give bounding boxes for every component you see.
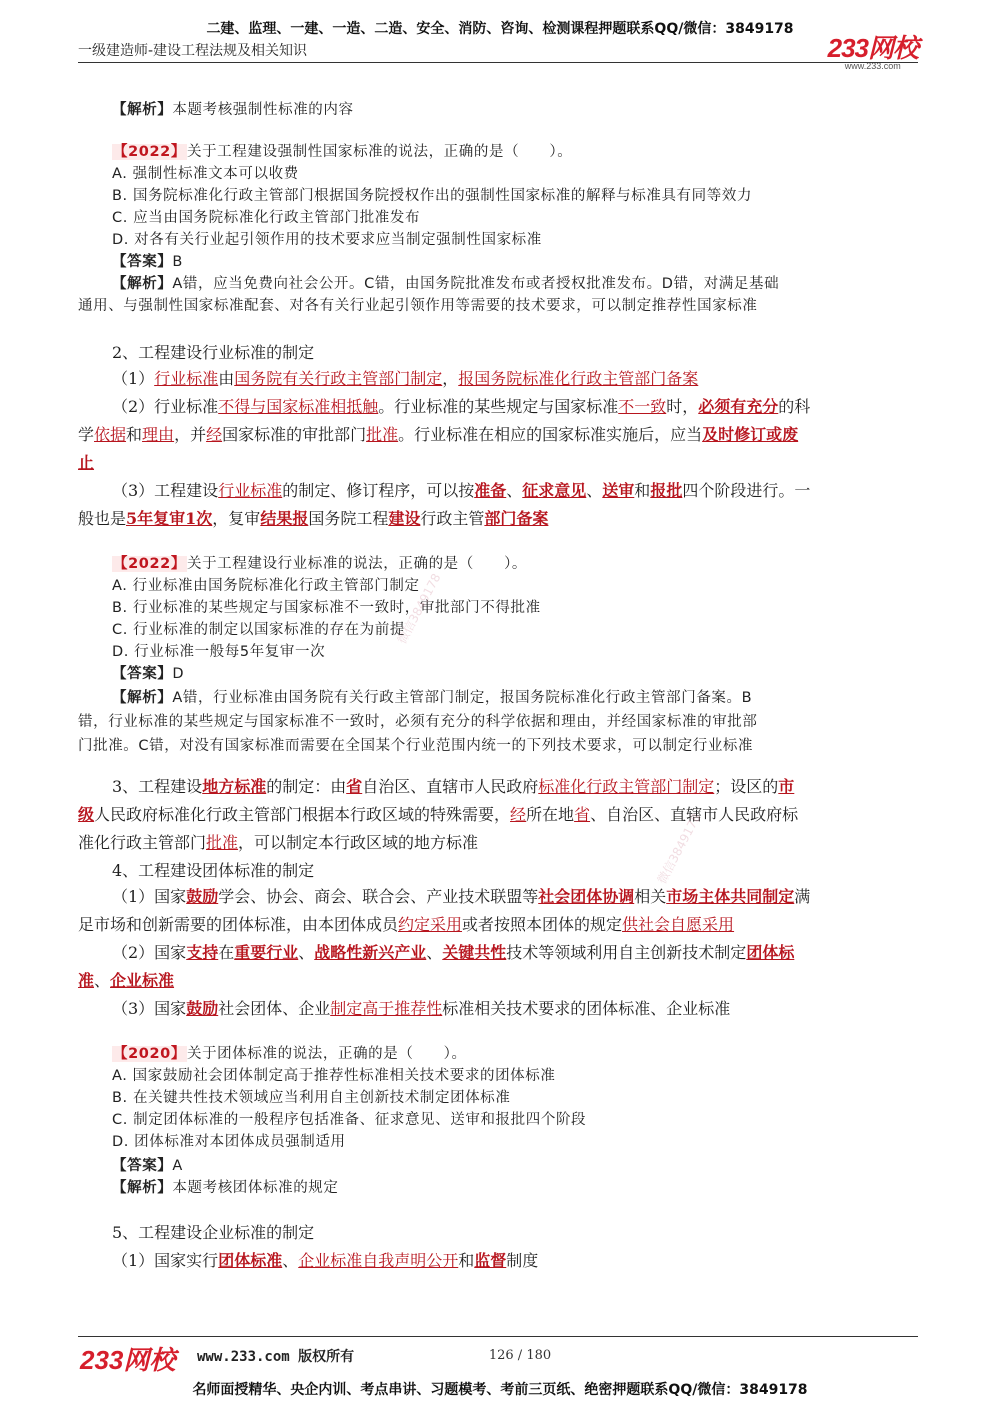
footer-divider [78,1336,918,1337]
paragraph-line: 准化行政主管部门批准，可以制定本行政区域的地方标准 [78,833,479,852]
paragraph-line: 3、工程建设地方标准的制定：由省自治区、直辖市人民政府标准化行政主管部门制定；设区的市 [112,777,795,796]
option-d: D. 行业标准一般每5年复审一次 [112,644,326,660]
option-a: A. 行业标准由国务院标准化行政主管部门制定 [112,578,420,594]
option-c: C. 应当由国务院标准化行政主管部门批准发布 [112,210,421,226]
paragraph-line: 般也是5年复审1次，复审结果报国务院工程建设行政主管部门备案 [78,509,549,528]
paragraph-line: 学依据和理由，并经国家标准的审批部门批准。行业标准在相应的国家标准实施后，应当及时修订或废 [78,425,799,444]
paragraph-line: （2）行业标准不得与国家标准相抵触。行业标准的某些规定与国家标准不一致时，必须有充分的科 [112,397,811,416]
explanation-line: 【解析】A错，应当免费向社会公开。C错，由国务院批准发布或者授权批准发布。D错，对满足基础 [112,276,780,292]
paragraph-line: 准、企业标准 [78,971,175,990]
section-title: 4、工程建设团体标准的制定 [112,861,315,880]
footer-banner: 名师面授精华、央企内训、考点串讲、习题模考、考前三页纸、绝密押题联系QQ/微信：3849178 [192,1382,808,1398]
option-b: B. 行业标准的某些规定与国家标准不一致时，审批部门不得批准 [112,600,541,616]
watermark: 微信3849178 [394,571,444,647]
answer-line: 【答案】D [112,666,185,682]
option-c: C. 行业标准的制定以国家标准的存在为前提 [112,622,405,638]
option-a: A. 国家鼓励社会团体制定高于推荐性标准相关技术要求的团体标准 [112,1068,556,1084]
year-tag: 【2022】 [113,556,186,572]
question-stem: 【2022】关于工程建设行业标准的说法，正确的是（ ）。 [113,556,528,572]
explanation-line: 门批准。C错，对没有国家标准而需要在全国某个行业范围内统一的下列技术要求，可以制定行业标准 [78,738,754,754]
explanation-line: 【解析】本题考核团体标准的规定 [112,1180,339,1196]
paragraph-line: （3）工程建设行业标准的制定、修订程序，可以按准备、征求意见、送审和报批四个阶段进行。一 [112,481,811,500]
year-tag: 【2022】 [113,144,186,160]
option-d: D. 团体标准对本团体成员强制适用 [112,1134,346,1150]
option-b: B. 在关键共性技术领域应当利用自主创新技术制定团体标准 [112,1090,511,1106]
footer-site: www.233.com 版权所有 [197,1349,355,1365]
explanation-line: 通用、与强制性国家标准配套、对各有关行业起引领作用等需要的技术要求，可以制定推荐性国家标准 [78,298,758,314]
question-stem: 【2020】关于团体标准的说法，正确的是（ ）。 [113,1046,467,1062]
paragraph-line: （1）国家鼓励学会、协会、商会、联合会、产业技术联盟等社会团体协调相关市场主体共同制定满 [112,887,811,906]
year-tag: 【2020】 [113,1046,186,1062]
footer-logo[interactable]: 233网校 [80,1345,176,1375]
brand-logo-site: www.233.com [844,61,901,71]
brand-logo-text: 233网校 [827,33,918,63]
answer-line: 【答案】B [112,254,183,270]
header-divider [78,62,918,63]
page-number: 126 / 180 [488,1348,552,1363]
brand-logo[interactable] [828,28,918,71]
paragraph-line: （3）国家鼓励社会团体、企业制定高于推荐性标准相关技术要求的团体标准、企业标准 [112,999,731,1018]
option-d: D. 对各有关行业起引领作用的技术要求应当制定强制性国家标准 [112,232,542,248]
answer-line: 【答案】A [112,1158,183,1174]
paragraph-line: （1）行业标准由国务院有关行政主管部门制定，报国务院标准化行政主管部门备案 [112,369,699,388]
explanation-line: 错，行业标准的某些规定与国家标准不一致时，必须有充分的科学依据和理由，并经国家标准的审批部 [78,714,758,730]
option-c: C. 制定团体标准的一般程序包括准备、征求意见、送审和报批四个阶段 [112,1112,587,1128]
paragraph-line: 级人民政府标准化行政主管部门根据本行政区域的特殊需要，经所在地省、自治区、直辖市人民政府标 [78,805,799,824]
paragraph-line: 足市场和创新需要的团体标准，由本团体成员约定采用或者按照本团体的规定供社会自愿采用 [78,915,735,934]
top-banner: 二建、监理、一建、一造、二造、安全、消防、咨询、检测课程押题联系QQ/微信：3849178 [206,21,794,37]
paragraph-line: （1）国家实行团体标准、企业标准自我声明公开和监督制度 [112,1251,539,1270]
option-b: B. 国务院标准化行政主管部门根据国务院授权作出的强制性国家标准的解释与标准具有同等效力 [112,188,753,204]
analysis-line: 【解析】本题考核强制性标准的内容 [112,102,354,118]
section-title: 5、工程建设企业标准的制定 [112,1223,315,1242]
paragraph-line: 止 [78,453,95,472]
paragraph-line: （2）国家支持在重要行业、战略性新兴产业、关键共性技术等领域利用自主创新技术制定团体标 [112,943,795,962]
option-a: A. 强制性标准文本可以收费 [112,166,299,182]
explanation-line: 【解析】A错，行业标准由国务院有关行政主管部门制定，报国务院标准化行政主管部门备案。B [112,690,753,706]
question-stem: 【2022】关于工程建设强制性国家标准的说法，正确的是（ ）。 [113,144,573,160]
document-subtitle: 一级建造师-建设工程法规及相关知识 [78,43,308,59]
watermark: 微信3849178 [654,811,704,887]
section-title: 2、工程建设行业标准的制定 [112,343,315,362]
